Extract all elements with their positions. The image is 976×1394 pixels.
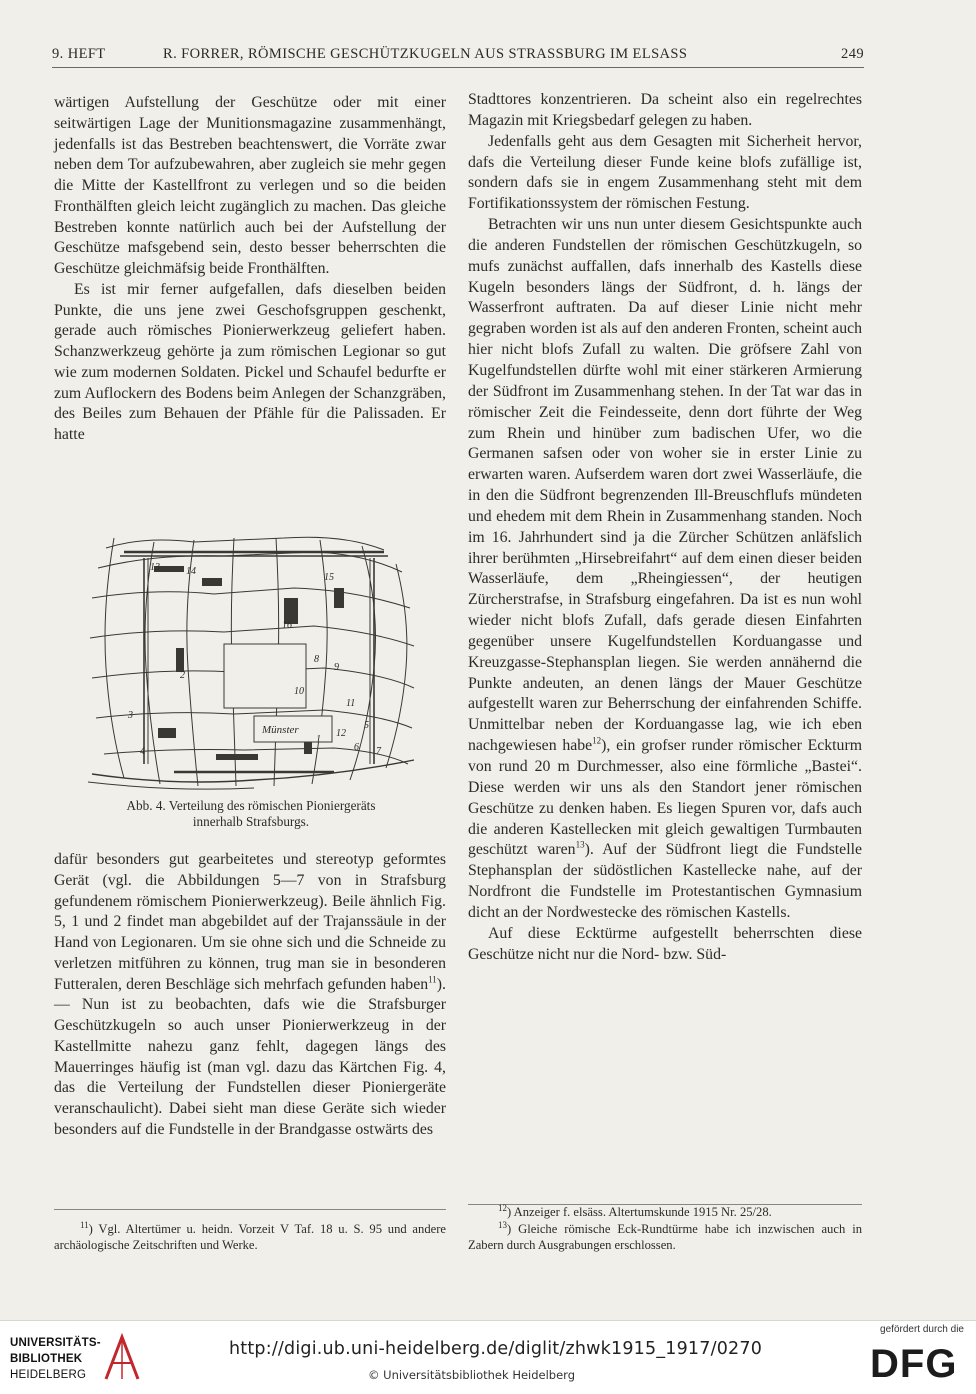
map-label: 14: [186, 566, 196, 577]
footnote-rule: [54, 1209, 446, 1210]
dfg-logo-text: DFG: [870, 1342, 958, 1383]
figure-caption: [56, 798, 446, 830]
paragraph: Stadttores konzentrieren. Da scheint also ein regelrechtes Magazin mit Kriegsbedarf gelegen zu haben.: [468, 91, 862, 129]
footnote-ref: 11: [428, 974, 437, 985]
library-name-line: BIBLIOTHEK: [10, 1353, 83, 1365]
paragraph: Es ist mir ferner aufgefallen, dafs dieselben beiden Punkte, die uns jene zwei Geschofsgruppen geschenkt, gerade auch römisches Pionierwerkzeug geliefert haben. Schanzwerkzeug gehörte ja zum römischen Legionar so gut wie zum modernen Soldaten. Pickel und Schaufel bedurfte er zum Auflockern des Bodens beim Anlegen der Schanzgräben, des Beiles zum Behauen der Pfähle für die Palissaden. Er hatte: [54, 280, 446, 443]
left-column-bottom: [54, 850, 446, 1141]
issue-number: 9. HEFT: [52, 46, 106, 62]
library-name-line: HEIDELBERG: [10, 1369, 87, 1381]
map-label: 12: [336, 728, 346, 739]
map-label: 5: [364, 720, 369, 731]
paragraph: dafür besonders gut gearbeitetes und stereotyp geformtes Gerät (vgl. die Abbildungen 5—7 von in Strafsburg gefundenem römischem Pionierwerkzeug). Beile ähnlich Fig. 5, 1 und 2 findet man abgebildet auf der Trajanssäule in der Hand von Legionaren. Um sie ohne sich und die Schneide zu verletzen mitführen zu können, trug man sie in besonderen Futteralen, deren Beschläge sich mehrfach gefunden haben$^{11}$). — Nun ist zu beobachten, dafs wie die Strafsburger Geschützkugeln so auch unser Pionierwerkzeug in der Kastellmitte nahezu ganz fehlt, dagegen längs des Mauerringes häufig ist (man vgl. dazu das Kärtchen Fig. 4, das die Verteilung der Fundstellen dieser Pioniergeräte veranschaulicht). Dabei sieht man diese Geräte sich wieder besonders auf die Fundstelle in der Brandgasse ostwärts des: [54, 851, 446, 1138]
library-name-line: UNIVERSITÄTS-: [10, 1337, 101, 1349]
caption-line: innerhalb Strafsburgs.: [192, 814, 310, 829]
dfg-logo[interactable]: [870, 1339, 962, 1383]
map-label: 9: [334, 662, 339, 673]
right-column: [468, 90, 862, 965]
map-label: 3: [128, 710, 133, 721]
running-title: R. FORRER, RÖMISCHE GESCHÜTZKUGELN AUS STRASSBURG IM ELSASS: [163, 46, 688, 62]
ub-heidelberg-logo[interactable]: [10, 1333, 140, 1385]
map-label: 11: [346, 698, 356, 709]
footnote-11: $^{11}$) Vgl. Altertümer u. heidn. Vorzeit V Taf. 18 u. S. 95 und andere archäologische Zeitschriften und Werke.: [54, 1219, 446, 1252]
copyright-notice: © Universitätsbibliothek Heidelberg: [368, 1368, 576, 1382]
left-column-top: [54, 93, 446, 446]
paragraph: Jedenfalls geht aus dem Gesagten mit Sicherheit hervor, dafs die Verteilung dieser Funde keine blofs zufällige ist, sondern dafs sie in engem Zusammenhang steht mit dem Fortifikationssystem der römischen Festung.: [468, 132, 862, 213]
map-label: 6: [354, 742, 359, 753]
map-label: 1: [316, 734, 321, 745]
paragraph: wärtigen Aufstellung der Geschütze oder mit einer seitwärtigen Lage der Munitionsmagazine zusammenhängt, jedenfalls ist das Bestreben beachtenswert, die Vorräte zwar neben dem Tor aufzubewahren, aber zugleich sie mehr gegen die Mitte der Kastellfront zu verlegen und so die beiden Fronthälften gleich leicht zugänglich zu machen. Das gleiche Bestreben konnte natürlich auch bei der Aufstellung der Geschütze mafsgebend sein, desto besser beherrschten die Geschütze gleichmäfsig beide Fronthälften.: [54, 94, 446, 277]
running-header: [52, 44, 864, 66]
caption-line: Abb. 4. Verteilung des römischen Pioniergeräts: [126, 798, 376, 813]
map-label: 15: [324, 572, 334, 583]
paragraph: Betrachten wir uns nun unter diesem Gesichtspunkte auch die anderen Fundstellen der römischen Geschützkugeln, so mufs zunächst auffallen, dafs innerhalb des Kastells diese Kugeln besonders längs der Südfront, d. h. längs der Wasserfront auftraten. Da auf dieser Linie nicht mehr gegraben worden ist als auf den anderen Fronten, scheint auch hier nicht blofs Zufall zu walten. Die gröfsere Zahl von Kugelfundstellen dürfte wohl mit einer stärkeren Armierung der Südfront im Zusammenhang stehen. In der Tat war das in römischer Zeit die Feindesseite, denn dort führte der Weg zum Rhein und hinüber zum badischen Ufer, wo die Germanen safsen oder von woher sie in erster Linie zu erwarten waren. Aufserdem waren dort zwei Wasserläufe, die in den die Südfront begrenzenden Ill-Breuschflufs mündeten und ehedem mit dem Rhein in Zusammenhang standen. Noch im 16. Jahrhundert sind ja die Zürcher Schützen anläfslich ihrer berühmten „Hirsebreifahrt“ auf dem einen dieser beiden Wasserläufe, dem „Rheingiessen“, der heutigen Zürcherstrafse, in Strafsburg eingefahren. Da ist es nun wohl wieder nicht blofs Zufall, dafs gerade diesen Einfahrten gegenüber unsere Kugelfundstellen Korduangasse und Kreuzgasse-Stephansplan liegen. Sie werden annähernd die Punkte andeuten, an denen längs der Mauer Geschütze aufgestellt waren zur Beherrschung der einfahrenden Schiffe. Unmittelbar neben der Korduangasse lag, wie ich eben nachgewiesen habe$^{12}$), ein grofser runder römischer Eckturm von rund 20 m Durchmesser, also eine förmliche „Bastei“. Diese werden wir uns als den Standort jener römischen Geschütze zu denken haben. Es liegen Spuren vor, dafs auch die anderen Kastellecken mit gleich gewaltigen Turmbauten geschützt waren$^{13}$). Auf der Südfront liegt die Fundstelle Stephansplan der südöstlichen Kastellecke nahe, auf der Nordfront die Fundstelle im Protestantischen Gymnasium dicht an der Nordwestecke des römischen Kastells.: [468, 216, 862, 921]
permalink-url[interactable]: http://digi.ub.uni-heidelberg.de/diglit/zhwk1915_1917/0270: [229, 1339, 763, 1359]
paragraph: Auf diese Ecktürme aufgestellt beherrschten diese Geschütze nicht nur die Nord- bzw. Süd-: [468, 924, 862, 963]
viewer-footer: [0, 1320, 976, 1394]
footnote-ref: 13: [575, 840, 585, 851]
footnote-12: $^{12}$) Anzeiger f. elsäss. Altertumskunde 1915 Nr. 25/28.: [498, 1202, 772, 1219]
map-label: 13: [150, 562, 160, 573]
funded-by-label: gefördert durch die: [880, 1324, 964, 1335]
map-label: 10: [294, 686, 304, 697]
strassburg-map-figure: [84, 528, 420, 790]
footnote-13: $^{13}$) Gleiche römische Eck-Rundtürme habe ich inzwischen auch in Zabern durch Ausgrabungen erschlossen.: [468, 1219, 862, 1252]
page-number: 249: [841, 46, 864, 62]
map-label: 16: [282, 620, 292, 631]
map-label: 8: [314, 654, 319, 665]
map-label: 4: [140, 746, 145, 757]
footnote-ref: 12: [592, 735, 602, 746]
map-label: 7: [376, 746, 381, 757]
map-label-munster: Münster: [262, 724, 299, 736]
map-label: 2: [180, 670, 185, 681]
ub-logo-mark-icon: [102, 1333, 142, 1383]
header-rule: [52, 67, 864, 68]
